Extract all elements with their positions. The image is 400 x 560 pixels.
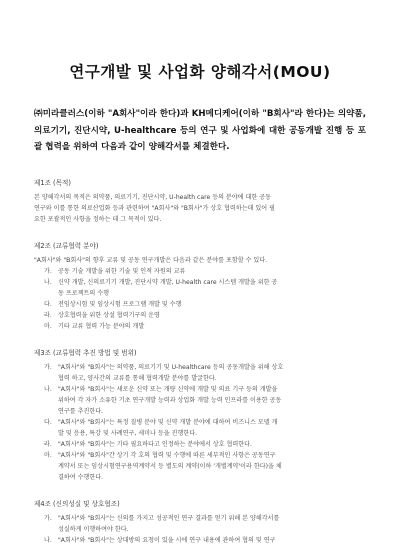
intro-paragraph: ㈜미라클러스(이하 "A회사"이라 한다)과 KH메디케어(이하 "B회사"라 한다)는 의약품, 의료기기, 진단시약, U-healthcare 등의 연구 및 사업화에 대한 공동개발 진행 등 포괄 협력을 위하여 다음과 같이 양해각서를 체결한다.: [34, 109, 366, 152]
item-marker: 마.: [44, 451, 52, 459]
item-marker: 다.: [44, 418, 52, 426]
item-marker: 라.: [44, 440, 52, 448]
item-marker: 나.: [44, 385, 52, 393]
list-item: [34, 310, 366, 321]
list-item: [34, 362, 366, 384]
body-line: 본 양해각서의 목적은 의약품, 의료기기, 진단시약, U-health care 등의 분야에 대한 공동: [34, 193, 271, 201]
list-item: [34, 450, 366, 483]
item-line: 위하여 각 자가 소유한 기초 연구개발 능력과 상업화 개발 능력 인프라를 이용한 공동: [58, 396, 282, 404]
article-3: [34, 348, 366, 483]
item-line: "A회사"와 "B회사"는 기타 필요하다고 인정하는 분야에서 상호 협력한다.: [58, 440, 252, 448]
item-line: 성실하게 이행하여야 한다.: [58, 525, 129, 533]
body-line: 요한 포괄적인 사항을 정하는 데 그 목적이 있다.: [34, 215, 162, 223]
item-marker: 가.: [44, 267, 52, 275]
article-4: [34, 499, 366, 546]
list-item: [34, 535, 366, 546]
item-marker: 마.: [44, 322, 52, 330]
item-line: "A회사"와 "B회사"는 신의를 가지고 성공적인 연구 결과를 얻기 위해 본 양해각서를: [58, 514, 280, 522]
article-heading: 제2조 (교류협력 분야): [34, 241, 99, 250]
item-line: 공동 기술 개발을 위한 기술 및 인적 자원의 교류: [58, 267, 186, 275]
article-heading: 제3조 (교류협력 추진 방법 및 범위): [34, 348, 137, 357]
item-line: 결하여 수행한다.: [58, 473, 104, 481]
body-line: "A회사"와 "B회사"의 향후 교류 및 공동 연구개발은 다음과 같은 분야를 포함할 수 있다.: [34, 256, 268, 264]
item-line: 동 프로젝트의 수행: [58, 289, 109, 297]
item-line: 발 및 응용, 특강 및 사례연구, 세미나 등을 진행한다.: [58, 429, 198, 437]
article-heading: 제1조 (목적): [34, 178, 71, 187]
item-line: 협력 하고, 양사간의 교류를 통해 협력개발 분야를 발굴한다.: [58, 374, 217, 382]
item-line: 계약서 또는 임상시험연구용역계약서 등 별도의 계약(이하 '개별계약'이라 한다)을 체: [58, 462, 282, 470]
item-marker: 다.: [44, 300, 52, 308]
item-marker: 가.: [44, 514, 52, 522]
item-line: 상호협력을 위한 상설 협력기구의 운영: [58, 311, 160, 319]
list-item: [34, 384, 366, 417]
list-item: [34, 417, 366, 439]
list-item: [34, 266, 366, 277]
item-marker: 가.: [44, 363, 52, 371]
article-1: [34, 178, 366, 225]
article-2: [34, 241, 366, 332]
list-item: [34, 513, 366, 535]
item-line: "A회사"와 "B회사"는 새로운 신약 또는 개량 신약에 개발 및 의료 기구 등의 개발을: [58, 385, 278, 393]
article-heading: 제4조 (신의성실 및 상호협조): [34, 499, 120, 508]
item-line: "A회사"와 "B회사"는 상대방의 요청이 있을 시에 연구 내용에 관하여 협의 및 연구: [58, 536, 276, 544]
item-line: 신약 개발, 신의료기기 개발, 진단시약 개발, U-health care 시스템 개발을 위한 공: [58, 278, 278, 286]
item-line: "A회사"와 "B회사"간 상기 각 호의 협력 및 수행에 따른 세부적인 사항은 공동연구: [58, 451, 276, 459]
list-item: [34, 277, 366, 299]
item-line: "A회사"와 "B회사"는 의약품, 의료기기 및 U-healthcare 등의 공동개발을 위해 상호: [58, 363, 284, 371]
item-line: 연구를 추진한다.: [58, 407, 104, 415]
item-line: 전임상시험 및 임상시험 프로그램 개발 및 수행: [58, 300, 182, 308]
document-title: 연구개발 및 사업화 양해각서(MOU): [69, 63, 331, 81]
list-item: [34, 299, 366, 310]
item-line: 기타 교류 협력 가능 분야의 개발: [58, 322, 145, 330]
body-line: 연구와 이를 통한 의료산업화 등과 관련하여 "A회사"와 "B회사"가 상호 협력하는데 있어 필: [34, 204, 276, 212]
item-marker: 나.: [44, 536, 52, 544]
list-item: [34, 321, 366, 332]
item-marker: 나.: [44, 278, 52, 286]
item-line: "A회사"와 "B회사"는 특정 질병 분야 및 신약 개발 분야에 대하여 비즈니스 모델 개: [58, 418, 278, 426]
list-item: [34, 439, 366, 450]
item-marker: 라.: [44, 311, 52, 319]
